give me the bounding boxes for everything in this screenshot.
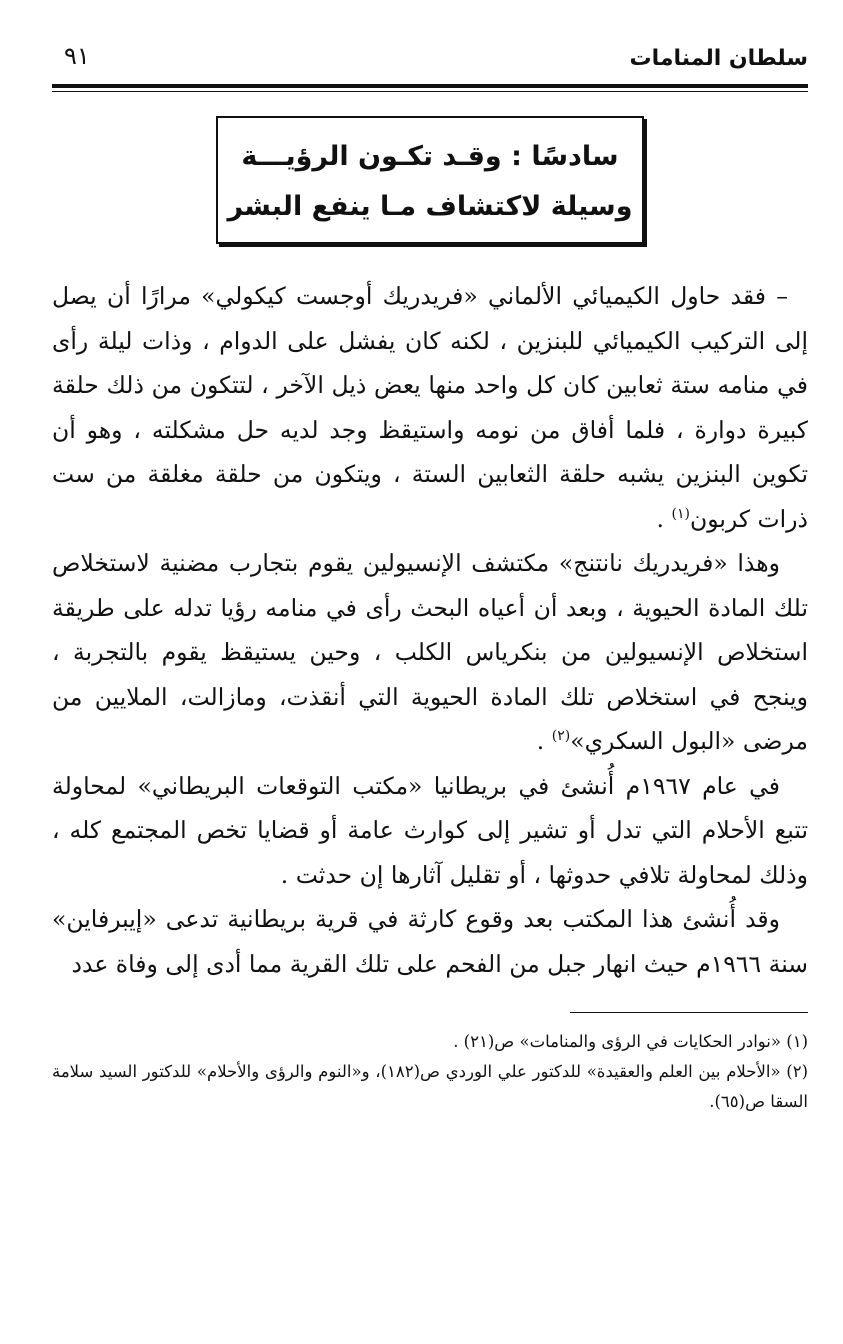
body-text [52, 274, 808, 986]
footnote-1: (١) «نوادر الحكايات في الرؤى والمنامات» ص(٢١) . [453, 1032, 808, 1051]
section-heading-line-2: وسيلة لاكتشاف مـا ينفع البشر [227, 191, 633, 222]
section-heading-box [216, 116, 644, 244]
header-rule-thick [52, 84, 808, 88]
footnote-2: (٢) «الأحلام بين العلم والعقيدة» للدكتور علي الوردي ص(١٨٢)، و«النوم والرؤى والأحلام» للدكتور السيد سلامة السقا ص(٦٥). [52, 1062, 809, 1111]
paragraph-kekule [52, 274, 808, 541]
paragraph-banting-text: وهذا «فريدريك نانتنج» مكتشف الإنسيولين يقوم بتجارب مضنية لاستخلاص تلك المادة الحيوية ، وبعد أن أعياه البحث رأى في منامه رؤيا تدله على طريقة استخلاص الإنسيولين من بنكرياس الكلب ، وحين يستيقظ يقوم بالتجربة ، وينجح في استخلاص تلك المادة الحيوية التي أنقذت، ومازالت، الملايين من مرضى «البول السكري» [52, 549, 808, 755]
header-rule-thin [52, 91, 808, 92]
paragraph-aberfan: وقد أُنشئ هذا المكتب بعد وقوع كارثة في قرية بريطانية تدعى «إيبرفاين» سنة ١٩٦٦م حيث انهار جبل من الفحم على تلك القرية مما أدى إلى وفاة عدد [52, 905, 808, 978]
section-heading-line-1: سادسًا : وقـد تكـون الرؤيـــة [241, 141, 619, 172]
paragraph-kekule-end: . [656, 504, 672, 533]
running-header [52, 30, 808, 84]
page-number: ٩١ [64, 42, 90, 70]
book-page [52, 30, 808, 1330]
paragraph-banting-end: . [536, 727, 552, 755]
footnote-ref-1: (١) [671, 505, 690, 522]
footnote-ref-2: (٢) [551, 728, 571, 745]
paragraph-banting [52, 541, 808, 764]
book-title: سلطان المنامات [629, 46, 808, 71]
paragraph-kekule-text: – فقد حاول الكيميائي الألماني «فريدريك أوجست كيكولي» مرارًا أن يصل إلى التركيب الكيميائي للبنزين ، لكنه كان يفشل على الدوام ، وذات ليلة رأى في منامه ستة ثعابين كان كل واحد منها يعض ذيل الآخر ، لتتكون من ذلك حلقة كبيرة دوارة ، فلما أفاق من نومه واستيقظ وجد لديه حل مشكلته ، وهو أن تكوين البنزين يشبه حلقة الثعابين الستة ، ويتكون من حلقة مغلقة من ست ذرات كربون [52, 282, 809, 533]
footnotes [52, 1027, 808, 1117]
footnote-separator-wrap [52, 986, 808, 1013]
footnote-separator [570, 1012, 808, 1013]
paragraph-premonitions-bureau: في عام ١٩٦٧م أُنشئ في بريطانيا «مكتب التوقعات البريطاني» لمحاولة تتبع الأحلام التي تدل أو تشير إلى كوارث عامة أو قضايا تخص المجتمع كله ، وذلك لمحاولة تلافي حدوثها ، أو تقليل آثارها إن حدثت . [52, 771, 808, 889]
